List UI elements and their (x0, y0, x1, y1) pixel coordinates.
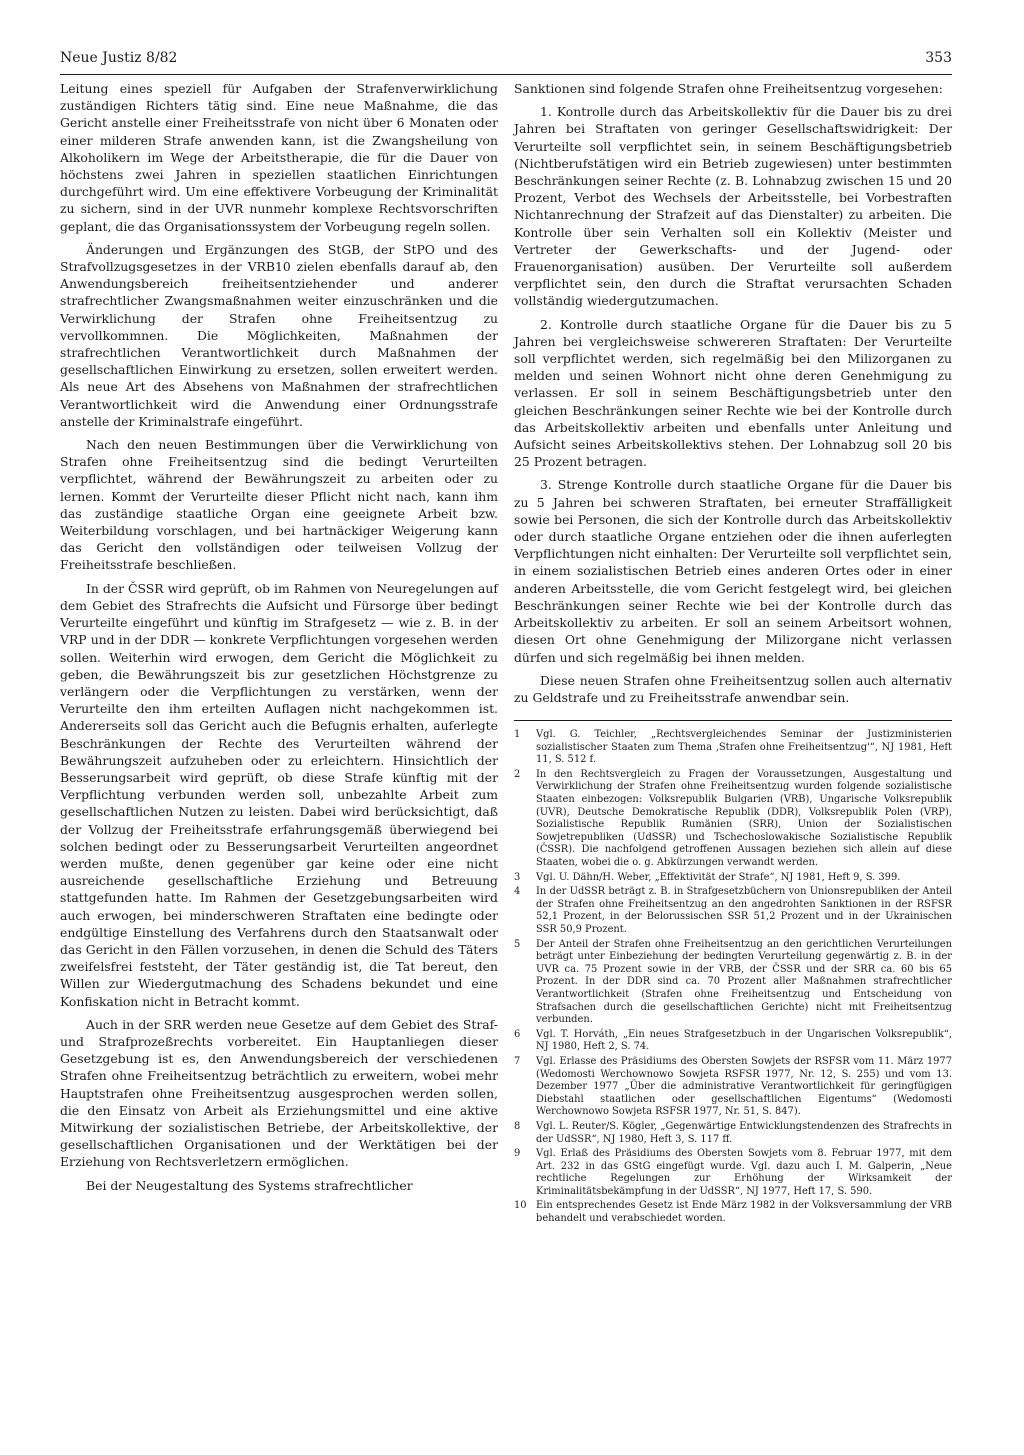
footnote (514, 1148, 952, 1198)
header-rule (60, 74, 952, 75)
footnote-number: 2 (514, 768, 521, 780)
footnote-number: 6 (514, 1028, 521, 1040)
footnote (514, 1200, 952, 1225)
footnote-number: 7 (514, 1055, 521, 1067)
footnote-number: 8 (514, 1120, 521, 1132)
footnote-text: Ein entsprechendes Gesetz ist Ende März 1982 in der Volksversammlung der VRB behandelt und verabschiedet worden. (536, 1200, 952, 1225)
paragraph: 1. Kontrolle durch das Arbeitskollektiv für die Dauer bis zu drei Jahren bei Straftaten von geringer Gesellschaftswidrigkeit: Der Verurteilte soll verpflichtet sein, in seinem Beschäftigungsbetrieb (Nichtberufstätigen wird ein Betrieb zugewiesen) unter bestimmten Beschränkungen seiner Rechte (z. B. Lohnabzug zwischen 15 und 20 Prozent, Verbot des Wechsels der Arbeitsstelle, bei Vorbestraften Nichtanrechnung der Strafzeit auf das Dienstalter) zu arbeiten. Die Kontrolle über sein Verhalten soll ein Kollektiv (Meister und Vertreter der Gewerkschafts- und der Jugend- oder Frauenorganisation) ausüben. Der Verurteilte soll außerdem verpflichtet sein, den durch die Straftat verursachten Schaden vollständig wiedergutzumachen. (514, 104, 952, 309)
footnote-number: 1 (514, 729, 521, 741)
footnote-text: In der UdSSR beträgt z. B. in Strafgesetzbüchern von Unionsrepubliken der Anteil der Strafen ohne Freiheitsentzug an den angedrohten Sanktionen in der RSFSR 52,1 Prozent, in der Belorussischen SSR 51,2 Prozent und in der Ukrainischen SSR 50,9 Prozent. (536, 886, 952, 936)
paragraph: Leitung eines speziell für Aufgaben der Strafenverwirklichung zuständigen Richters tätig sind. Eine neue Maßnahme, die das Gericht anstelle einer Freiheitsstrafe von nicht über 6 Monaten oder einer milderen Strafe anwenden kann, ist die Zwangsheilung von Alkoholikern im Wege der Arbeitstherapie, die für die Dauer von höchstens zwei Jahren in speziellen staatlichen Einrichtungen durchgeführt wird. Um eine effektivere Vorbeugung der Kriminalität zu sichern, sind in der UVR nunmehr komplexe Rechtsvorschriften geplant, die das Organisationssystem der Vorbeugung regeln sollen. (60, 81, 498, 234)
paragraph: Sanktionen sind folgende Strafen ohne Freiheitsentzug vorgesehen: (514, 81, 943, 96)
footnote-text: Vgl. Erlasse des Präsidiums des Obersten Sowjets der RSFSR vom 11. März 1977 (Wedomosti Werchownowo Sowjeta RSFSR 1977, Nr. 12, S. 255) und vom 13. Dezember 1977 „Über die administrative Verantwortlichkeit für geringfügigen Diebstahl staatlichen oder gesellschaftlichen Eigentums“ (Wedomosti Werchownowo Sowjeta RSFSR 1977, Nr. 51, S. 847). (536, 1055, 952, 1118)
footnotes (514, 720, 952, 1226)
footnote (514, 1121, 952, 1146)
journal-title: Neue Justiz 8/82 (60, 50, 178, 66)
footnote-text: Vgl. Erlaß des Präsidiums des Obersten Sowjets vom 8. Februar 1977, mit dem Art. 232 in das GStG eingefügt wurde. Vgl. dazu auch I. M. Galperin, „Neue rechtliche Regelungen zur Erhöhung der Wirksamkeit der Kriminalitätsbekämpfung in der UdSSR“, NJ 1977, Heft 17, S. 590. (536, 1148, 952, 1197)
page-number: 353 (925, 50, 952, 66)
footnote (514, 939, 952, 1027)
footnote (514, 886, 952, 936)
footnote-text: Vgl. T. Horváth, „Ein neues Strafgesetzbuch in der Ungarischen Volksrepublik“, NJ 1980, Heft 2, S. 74. (536, 1028, 952, 1053)
paragraph: In der ČSSR wird geprüft, ob im Rahmen von Neuregelungen auf dem Gebiet des Strafrechts die Aufsicht und Fürsorge über bedingt Verurteilte eingeführt und künftig im Strafgesetz — wie z. B. in der VRP und in der DDR — konkrete Verpflichtungen vorgesehen werden sollen. Weiterhin wird erwogen, dem Gericht die Möglichkeit zu geben, die Bewährungszeit bis zur gesetzlichen Höchstgrenze zu verlängern oder die Verpflichtungen zu verstärken, wenn der Verurteilte den ihm erteilten Auflagen nicht nachgekommen ist. Andererseits soll das Gericht auch die Befugnis erhalten, auferlegte Beschränkungen der Rechte des Verurteilten während der Bewährungszeit aufzuheben oder zu erleichtern. Hinsichtlich der Besserungsarbeit wird geprüft, ob diese Strafe künftig mit der Verpflichtung verbunden werden soll, unbezahlte Arbeit zum gesellschaftlichen Nutzen zu leisten. Dabei wird berücksichtigt, daß der Vollzug der Freiheitsstrafe erfahrungsgemäß überwiegend bei solchen bedingt oder zu Besserungsarbeit Verurteilten angeordnet werden mußte, denen gegenüber gar keine oder eine nicht ausreichende gesellschaftliche Erziehung und Betreuung stattgefunden hatte. Im Rahmen der Gesetzgebungsarbeiten wird auch erwogen, bei minderschweren Straftaten eine bedingte oder endgültige Einstellung des Verfahrens durch den Staatsanwalt oder das Gericht in den Fällen vorzusehen, in denen die Schuld des Täters zweifelsfrei feststeht, der Täter geständig ist, die Tat bereut, den Willen zur Wiedergutmachung des Schadens bekundet und eine Konfiskation nicht in Betracht kommt. (60, 580, 498, 1009)
footnote-text: Vgl. G. Teichler, „Rechtsvergleichendes Seminar der Justizministerien sozialistischer Staaten zum Thema ‚Strafen ohne Freiheitsentzug'“, NJ 1981, Heft 11, S. 512 f. (536, 729, 952, 766)
footnote-text: In den Rechtsvergleich zu Fragen der Voraussetzungen, Ausgestaltung und Verwirklichung der Strafen ohne Freiheitsentzug wurden folgende sozialistische Staaten einbezogen: Volksrepublik Bulgarien (VRB), Ungarische Volksrepublik (UVR), Deutsche Demokratische Republik (DDR), Volksrepublik Polen (VRP), Sozialistische Republik Rumänien (SRR), Union der Sozialistischen Sowjetrepubliken (UdSSR) und Tschechoslowakische Sozialistische Republik (ČSSR). Die nachfolgend getroffenen Aussagen beziehen sich allein auf diese Staaten, wobei die o. g. Abkürzungen verwandt werden. (536, 768, 952, 869)
footnote-text: Vgl. U. Dähn/H. Weber, „Effektivität der Strafe“, NJ 1981, Heft 9, S. 399. (536, 871, 901, 883)
footnote (514, 729, 952, 767)
paragraph: 3. Strenge Kontrolle durch staatliche Organe für die Dauer bis zu 5 Jahren bei schweren Straftaten, bei erneuter Straffälligkeit sowie bei Personen, die sich der Kontrolle durch das Arbeitskollektiv oder durch staatliche Organe entziehen oder die ihnen auferlegten Verpflichtungen nicht einhalten: Der Verurteilte soll verpflichtet sein, in einem sozialistischen Betrieb eines anderen Ortes oder in einer anderen Arbeitsstelle, die vom Gericht festgelegt wird, bei gleichen Beschränkungen seiner Rechte wie bei der Kontrolle durch das Arbeitskollektiv zu arbeiten. Er soll an seinem Arbeitsort wohnen, diesen Ort ohne Genehmigung der Milizorgane nicht verlassen dürfen und sich regelmäßig bei ihnen melden. (514, 477, 952, 665)
right-column (514, 80, 952, 1228)
page-header (60, 50, 952, 72)
footnote-number: 9 (514, 1148, 521, 1160)
footnote-text: Der Anteil der Strafen ohne Freiheitsentzug an den gerichtlichen Verurteilungen beträgt unter Einbeziehung der bedingten Verurteilung gegenwärtig z. B. in der UVR ca. 75 Prozent sowie in der VRB, der ČSSR und der SRR ca. 60 bis 65 Prozent. In der DDR sind ca. 70 Prozent aller Maßnahmen strafrechtlicher Verantwortlichkeit (Strafen ohne Freiheitsentzug und Entscheidung von Strafsachen durch die gesellschaftlichen Gerichte) nicht mit Freiheitsentzug verbunden. (536, 938, 952, 1026)
left-column (60, 80, 498, 1200)
paragraph: Änderungen und Ergänzungen des StGB, der StPO und des Strafvollzugsgesetzes in der VRB10 zielen ebenfalls darauf ab, den Anwendungsbereich freiheitsentziehender und anderer strafrechtlicher Zwangsmaßnahmen weiter einzuschränken und die Verwirklichung der Strafen ohne Freiheitsentzug zu vervollkommnen. Die Möglichkeiten, Maßnahmen der strafrechtlichen Verantwortlichkeit durch Maßnahmen der gesellschaftlichen Einwirkung zu ersetzen, sollen erweitert werden. Als neue Art des Absehens von Maßnahmen der strafrechtlichen Verantwortlichkeit wird die Anwendung einer Ordnungsstrafe anstelle der Kriminalstrafe eingeführt. (60, 241, 498, 429)
footnote-number: 4 (514, 886, 521, 898)
footnote (514, 872, 952, 885)
footnote (514, 769, 952, 870)
paragraph: 2. Kontrolle durch staatliche Organe für die Dauer bis zu 5 Jahren bei vergleichsweise schwereren Straftaten: Der Verurteilte soll verpflichtet werden, sich regelmäßig bei den Milizorganen zu melden und seinen Wohnort nicht ohne deren Genehmigung zu verlassen. Er soll in seinem Beschäftigungsbetrieb unter den gleichen Beschränkungen seiner Rechte wie bei der Kontrolle durch das Arbeitskollektiv arbeiten und ebenfalls unter Anleitung und Aufsicht seines Arbeitskollektivs stehen. Der Lohnabzug soll 20 bis 25 Prozent betragen. (514, 316, 952, 470)
footnote (514, 1029, 952, 1054)
paragraph: Auch in der SRR werden neue Gesetze auf dem Gebiet des Straf- und Strafprozeßrechts vorbereitet. Ein Hauptanliegen dieser Gesetzgebung ist es, den Anwendungsbereich der verschiedenen Strafen ohne Freiheitsentzug beträchtlich zu erweitern, wobei mehr Hauptstrafen ohne Freiheitsentzug ausgesprochen werden sollen, die den Einsatz von Arbeit als Erziehungsmittel und eine aktive Mitwirkung der sozialistischen Betriebe, der Arbeitskollektive, der gesellschaftlichen Organisationen und der Werktätigen bei der Erziehung von Rechtsverletzern ermöglichen. (60, 1016, 498, 1170)
footnote-number: 10 (514, 1200, 527, 1212)
footnote (514, 1056, 952, 1119)
footnote-number: 3 (514, 871, 521, 883)
paragraph: Bei der Neugestaltung des Systems strafrechtlicher (86, 1177, 413, 1193)
footnote-number: 5 (514, 938, 521, 950)
paragraph: Diese neuen Strafen ohne Freiheitsentzug sollen auch alternativ zu Geldstrafe und zu Freiheitsstrafe anwendbar sein. (514, 672, 952, 705)
footnote-text: Vgl. L. Reuter/S. Kögler, „Gegenwärtige Entwicklungstendenzen des Strafrechts in der UdSSR“, NJ 1980, Heft 3, S. 117 ff. (536, 1120, 952, 1145)
paragraph: Nach den neuen Bestimmungen über die Verwirklichung von Strafen ohne Freiheitsentzug sind die bedingt Verurteilten verpflichtet, während der Bewährungszeit zu arbeiten oder zu lernen. Kommt der Verurteilte dieser Pflicht nicht nach, kann ihm das zuständige staatliche Organ eine geeignete Arbeit bzw. Weiterbildung vorschlagen, und bei hartnäckiger Weigerung kann das Gericht den vollständigen oder teilweisen Vollzug der Freiheitsstrafe beschließen. (60, 437, 498, 573)
